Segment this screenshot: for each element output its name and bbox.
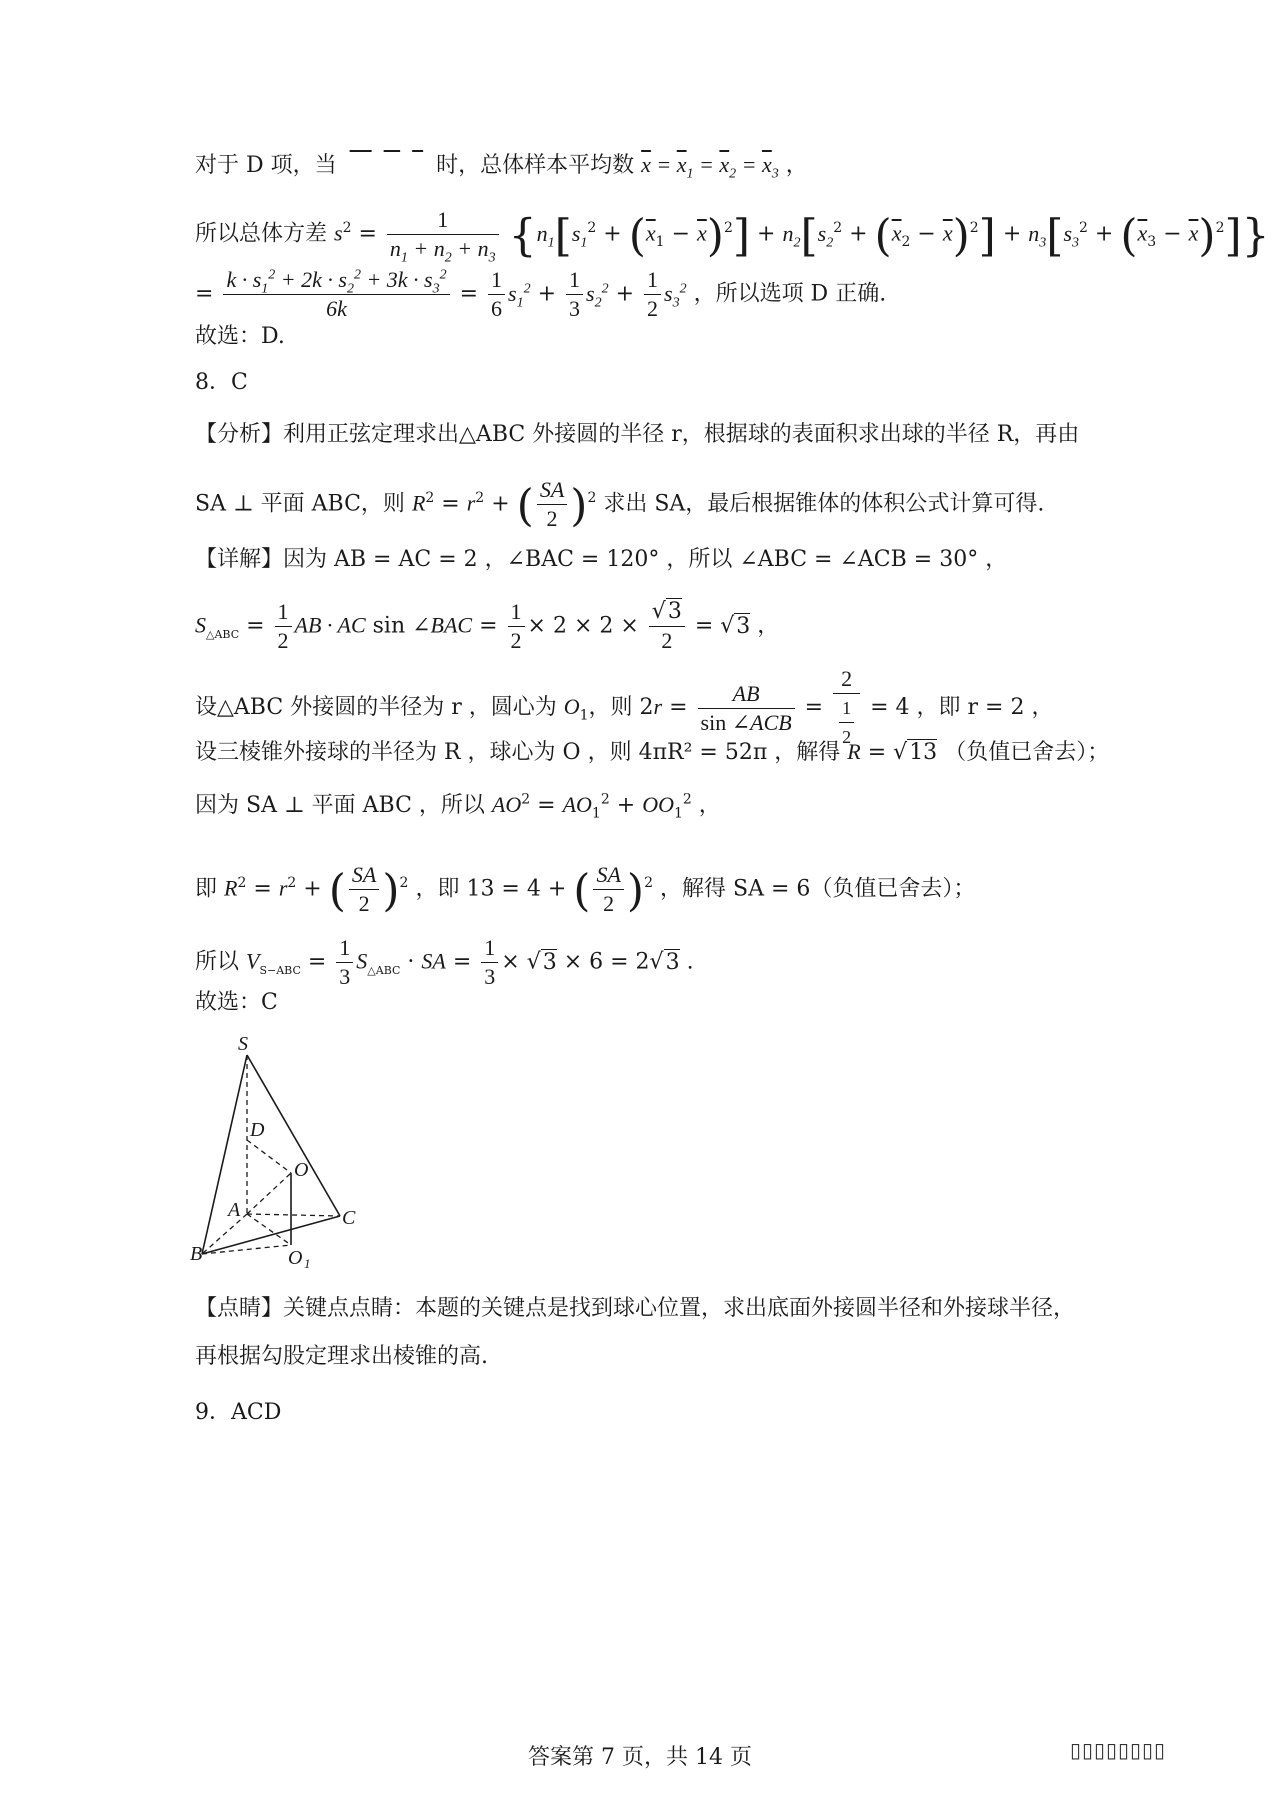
perpendicular-line: 因为 SA ⊥ 平面 ABC ，所以 $AO^2 = AO_1^2 + OO_1^2$ ， xyxy=(195,791,721,822)
choice-8: 故选：C xyxy=(195,990,278,1015)
tip-line-1: 【点睛】关键点点睛：本题的关键点是找到球心位置，求出底面外接圆半径和外接球半径， xyxy=(195,1296,1076,1321)
circumradius-line: 设△ABC 外接圆的半径为 r ，圆心为 $O_1$，则 2r = $\frac{AB}{\text{sin ∠ACB}}$ = 2 1 2 = 4 ，即 r = 2 ， xyxy=(195,666,1054,747)
label-O1: O xyxy=(288,1247,303,1269)
page-footer: 答案第 7 页，共 14 页 xyxy=(528,1745,752,1770)
tip-tag: 【点睛】 xyxy=(195,1296,284,1321)
segment-DO xyxy=(247,1140,291,1173)
label-D: D xyxy=(250,1119,265,1141)
analysis-line-1: 【分析】利用正弦定理求出△ABC 外接圆的半径 r，根据球的表面积求出球的半径 R，再由 xyxy=(195,422,1080,447)
detail-tag: 【详解】 xyxy=(195,547,284,572)
question-8-header: 8．C xyxy=(195,370,248,395)
segment-AO xyxy=(247,1173,291,1214)
tetrahedron-figure xyxy=(190,1030,430,1270)
label-O: O xyxy=(294,1159,309,1181)
detail-line-1: 【详解】因为 AB = AC = 2 ，∠BAC = 120° ，所以 ∠ABC = ∠ACB = 30° ， xyxy=(195,547,1008,572)
edge-BC xyxy=(202,1216,340,1254)
choice-7: 故选：D. xyxy=(195,324,285,349)
tip-line-2: 再根据勾股定理求出棱锥的高. xyxy=(195,1344,488,1369)
label-S: S xyxy=(238,1033,248,1055)
d-variance-line: 所以总体方差 $s^2$ = $\frac{1}{n_1 + n_2 + n_3}$ $\{n_1[s_1^2 + (\overline{x}_1 - \overline{x})^2] + n_2[s_2^2 + (\overline{x}_2 - \overline{x})^2] + n_3[s_3^2 + (\overline{x}_3 - \overline{x})^2]\}$ xyxy=(195,207,1270,266)
solve-sa-line: 即 $R^2 = r^2$ + ( $\frac{SA}{2}$ )$^2$ ，即 13 = 4 + ( $\frac{SA}{2}$ )$^2$ ，解得 SA = 6（负值已舍去）； xyxy=(195,862,976,917)
edge-SB xyxy=(202,1055,247,1254)
label-O1-sub: 1 xyxy=(304,1256,311,1270)
label-A: A xyxy=(228,1199,241,1221)
watermark: ▯▯▯▯▯▯▯▯ xyxy=(1070,1738,1167,1762)
label-B: B xyxy=(190,1243,203,1265)
d-variance-result: = $\frac{k \cdot s_1^2 + 2k \cdot s_2^2 + 3k \cdot s_3^2}{6k}$ = $\frac{1}{6}$ $s_1^2$ + $\frac{1}{3}$ $s_2^2$ + $\frac{1}{2}$ $s_3^2$ ，所以选项 D 正确. xyxy=(195,267,887,321)
analysis-tag: 【分析】 xyxy=(195,422,284,447)
d-option-line: 对于 D 项，当 时，总体样本平均数 $\overline{x} = \overline{x}_1 = \overline{x}_2 = \overline{x}_3$ ， xyxy=(195,152,808,182)
edge-AC xyxy=(247,1214,340,1216)
volume-line: 所以 $V_{S-ABC}$ = $\frac{1}{3}$ $S_{\triangle ABC}$ · SA = $\frac{1}{3}$ × √3 × 6 = 2√3 . xyxy=(195,935,694,989)
question-9-header: 9．ACD xyxy=(195,1400,282,1425)
analysis-line-2: SA ⊥ 平面 ABC，则 $R^2 = r^2$ + ( $\frac{SA}{2}$ )$^2$ 求出 SA，最后根据锥体的体积公式计算可得. xyxy=(195,477,1045,532)
sphere-radius-line: 设三棱锥外接球的半径为 R ，球心为 O ，则 4πR² = 52π ，解得 R = √13 （负值已舍去）； xyxy=(195,739,1110,765)
label-C: C xyxy=(342,1207,356,1229)
area-line: $S_{\triangle ABC}$ = $\frac{1}{2}$ AB · AC sin ∠BAC = $\frac{1}{2}$ × 2 × 2 × $\frac{√3}{2}$ = √3 ， xyxy=(195,599,780,653)
